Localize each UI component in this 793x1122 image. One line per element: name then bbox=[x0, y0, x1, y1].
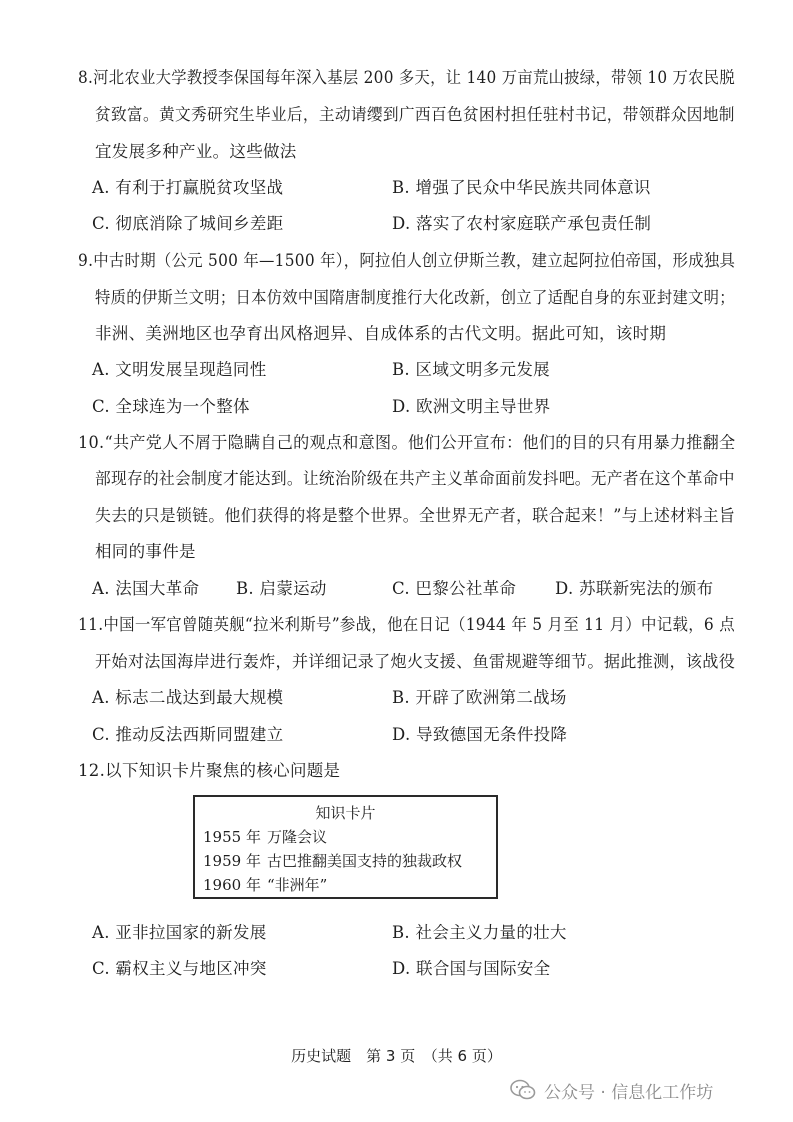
q12-option-a: A. 亚非拉国家的新发展 bbox=[92, 923, 267, 942]
q8-line-2: 贫致富。黄文秀研究生毕业后，主动请缨到广西百色贫困村担任驻村书记，带领群众因地制 bbox=[95, 105, 735, 124]
q8-option-b: B. 增强了民众中华民族共同体意识 bbox=[392, 178, 651, 197]
q10-line-4: 相同的事件是 bbox=[95, 542, 196, 561]
card-row-year: 1960 年 bbox=[203, 876, 261, 894]
q11-option-c: C. 推动反法西斯同盟建立 bbox=[92, 725, 284, 744]
q12-option-b: B. 社会主义力量的壮大 bbox=[392, 923, 567, 942]
q10-option-b: B. 启蒙运动 bbox=[236, 579, 327, 598]
q8-line-1: 8.河北农业大学教授李保国每年深入基层 200 多天，让 140 万亩荒山披绿，带领 10 万农民脱 bbox=[78, 68, 735, 87]
q9-line-3: 非洲、美洲地区也孕育出风格迥异、自成体系的古代文明。据此可知，该时期 bbox=[95, 324, 667, 343]
q8-line-3: 宜发展多种产业。这些做法 bbox=[95, 142, 297, 161]
q11-option-a: A. 标志二战达到最大规模 bbox=[92, 688, 284, 707]
q11-option-b: B. 开辟了欧洲第二战场 bbox=[392, 688, 567, 707]
card-row-event: 古巴推翻美国支持的独裁政权 bbox=[267, 852, 463, 870]
q11-line-2: 开始对法国海岸进行轰炸，并详细记录了炮火支援、鱼雷规避等细节。据此推测，该战役 bbox=[95, 652, 736, 671]
q9-option-d: D. 欧洲文明主导世界 bbox=[392, 397, 551, 416]
q10-option-c: C. 巴黎公社革命 bbox=[392, 579, 517, 598]
knowledge-card-row bbox=[203, 851, 462, 871]
q10-option-d: D. 苏联新宪法的颁布 bbox=[555, 579, 714, 598]
knowledge-card-row bbox=[203, 875, 327, 895]
knowledge-card bbox=[193, 795, 498, 899]
q9-option-c: C. 全球连为一个整体 bbox=[92, 397, 250, 416]
q12-option-c: C. 霸权主义与地区冲突 bbox=[92, 959, 267, 978]
card-row-event: 万隆会议 bbox=[267, 828, 328, 846]
q9-line-1: 9.中古时期（公元 500 年—1500 年），阿拉伯人创立伊斯兰教，建立起阿拉伯帝国，形成独具 bbox=[78, 251, 736, 270]
q8-option-c: C. 彻底消除了城间乡差距 bbox=[92, 214, 284, 233]
q10-line-3: 失去的只是锁链。他们获得的将是整个世界。全世界无产者，联合起来！”与上述材料主旨 bbox=[95, 506, 736, 525]
q10-option-a: A. 法国大革命 bbox=[92, 579, 200, 598]
q9-option-b: B. 区域文明多元发展 bbox=[392, 360, 550, 379]
card-row-year: 1955 年 bbox=[203, 828, 261, 846]
q12-option-d: D. 联合国与国际安全 bbox=[392, 959, 551, 978]
q11-option-d: D. 导致德国无条件投降 bbox=[392, 725, 568, 744]
q11-line-1: 11.中国一军官曾随英舰“拉米利斯号”参战，他在日记（1944 年 5 月至 11 月）中记载，6 点 bbox=[78, 615, 735, 634]
wechat-icon bbox=[510, 1079, 536, 1101]
watermark-text: 公众号 · 信息化工作坊 bbox=[544, 1082, 714, 1103]
q9-option-a: A. 文明发展呈现趋同性 bbox=[92, 360, 267, 379]
card-row-event: “非洲年” bbox=[267, 876, 328, 894]
q10-line-2: 部现存的社会制度才能达到。让统治阶级在共产主义革命面前发抖吧。无产者在这个革命中 bbox=[95, 469, 735, 488]
q10-line-1: 10.“共产党人不屑于隐瞒自己的观点和意图。他们公开宣布：他们的目的只有用暴力推翻全 bbox=[78, 433, 736, 452]
q12-line-1: 12.以下知识卡片聚焦的核心问题是 bbox=[78, 761, 341, 780]
q8-option-d: D. 落实了农村家庭联产承包责任制 bbox=[392, 214, 652, 233]
knowledge-card-row bbox=[203, 827, 327, 847]
page-footer: 历史试题 第 3 页 （共 6 页） bbox=[291, 1047, 502, 1065]
q8-option-a: A. 有利于打赢脱贫攻坚战 bbox=[92, 178, 284, 197]
knowledge-card-title: 知识卡片 bbox=[315, 804, 376, 822]
q9-line-2: 特质的伊斯兰文明；日本仿效中国隋唐制度推行大化改新，创立了适配自身的东亚封建文明； bbox=[95, 288, 735, 307]
card-row-year: 1959 年 bbox=[203, 852, 261, 870]
watermark bbox=[510, 1075, 713, 1105]
